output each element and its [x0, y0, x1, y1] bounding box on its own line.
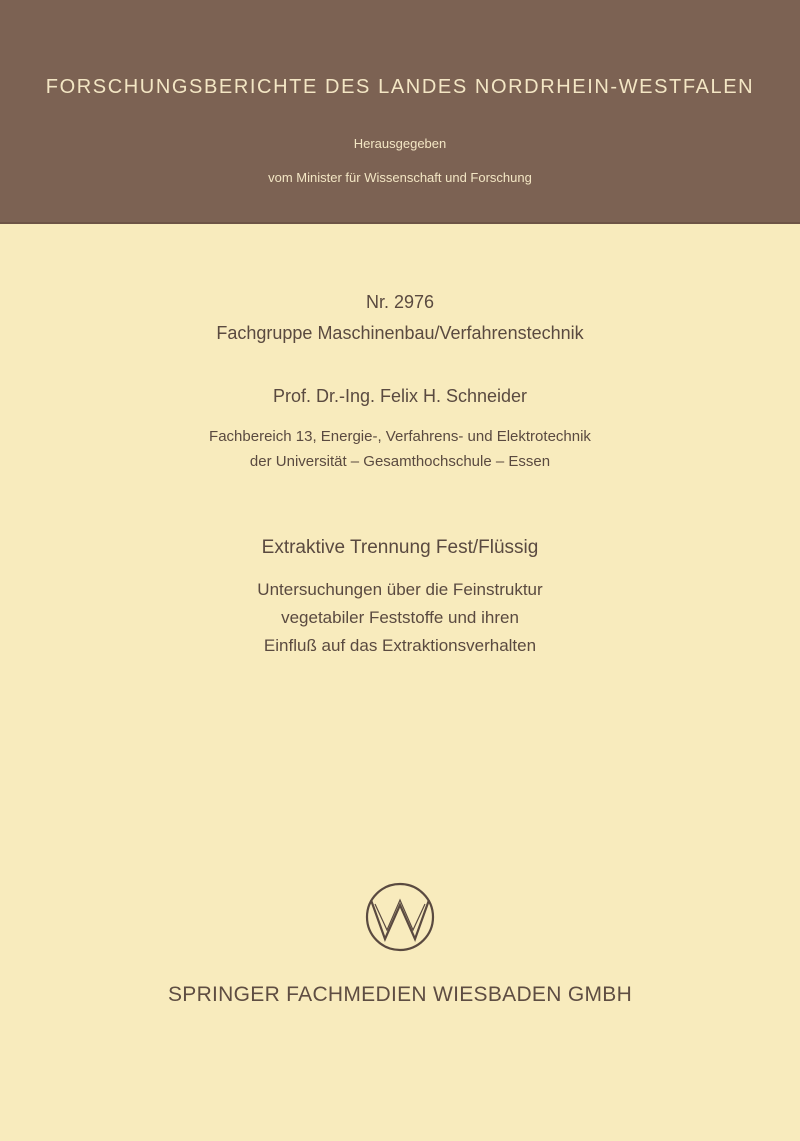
- author-name: Prof. Dr.-Ing. Felix H. Schneider: [272, 386, 528, 406]
- series-title: FORSCHUNGSBERICHTE DES LANDES NORDRHEIN-WESTFALEN: [45, 76, 755, 98]
- publisher-name: SPRINGER FACHMEDIEN WIESBADEN GMBH: [167, 983, 633, 1006]
- header-band: [0, 0, 800, 224]
- author-affiliation-line2: der Universität – Gesamthochschule – Essen: [249, 453, 551, 470]
- book-title: Extraktive Trennung Fest/Flüssig: [261, 537, 539, 558]
- author-affiliation-line1: Fachbereich 13, Energie-, Verfahrens- und Elektrotechnik: [209, 428, 591, 445]
- editor-label: Herausgegeben: [353, 136, 447, 151]
- report-number: Nr. 2976: [365, 292, 435, 312]
- book-subtitle-line3: Einfluß auf das Extraktionsverhalten: [263, 636, 537, 655]
- book-subtitle-line1: Untersuchungen über die Feinstruktur: [257, 580, 543, 599]
- book-subtitle-line2: vegetabiler Feststoffe und ihren: [281, 608, 519, 627]
- publisher-logo-icon: [364, 881, 436, 953]
- subject-group: Fachgruppe Maschinenbau/Verfahrenstechnik: [216, 323, 584, 343]
- editor-name: vom Minister für Wissenschaft und Forschung: [268, 170, 532, 185]
